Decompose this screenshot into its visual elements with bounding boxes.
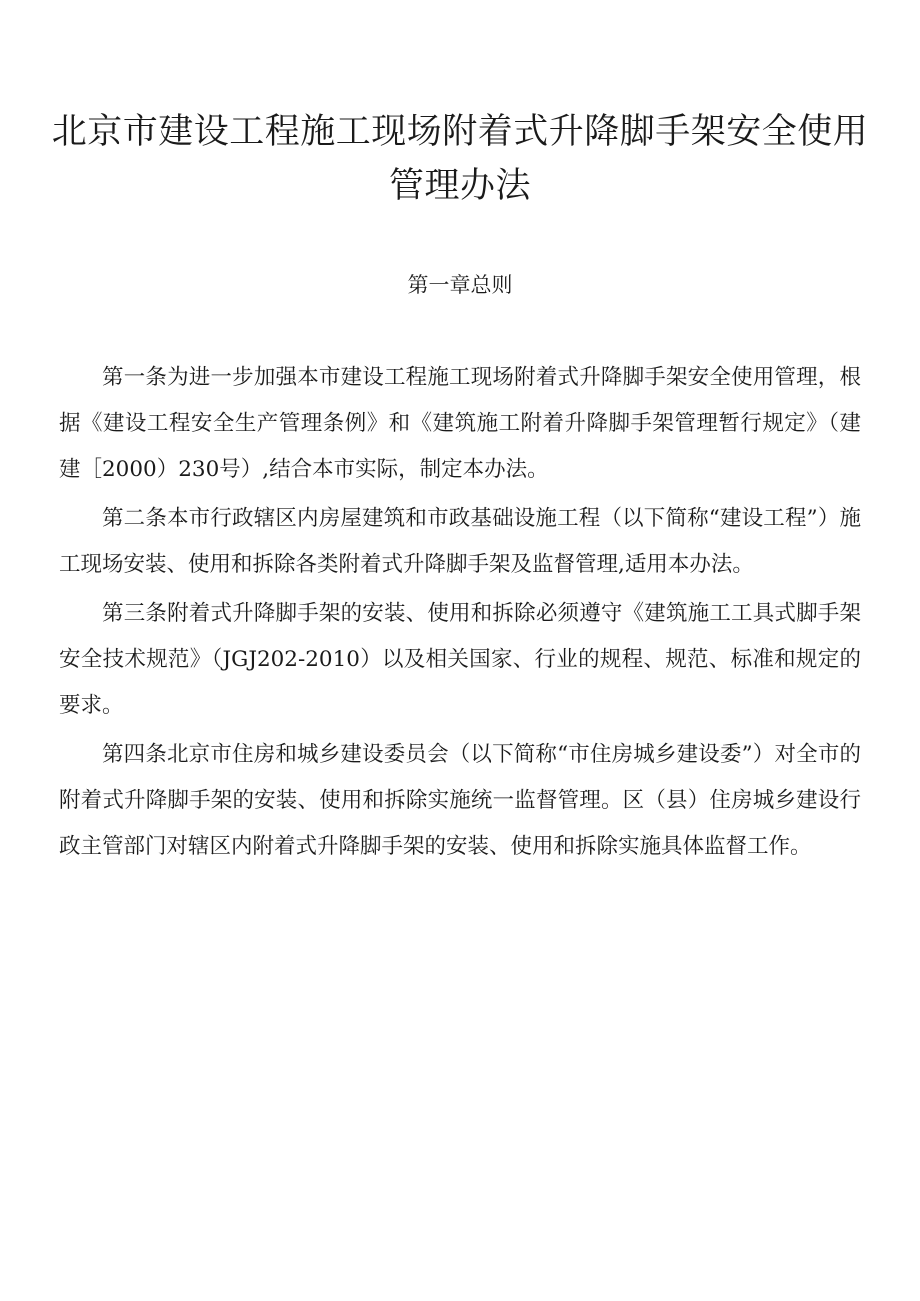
document-body: [59, 355, 861, 873]
article-4: 第四条北京市住房和城乡建设委员会（以下简称“市住房城乡建设委”）对全市的附着式升降脚手架的安装、使用和拆除实施统一监督管理。区（县）住房城乡建设行政主管部门对辖区内附着式升降脚手架的安装、使用和拆除实施具体监督工作。: [59, 742, 861, 859]
article-1: 第一条为进一步加强本市建设工程施工现场附着式升降脚手架安全使用管理，根据《建设工程安全生产管理条例》和《建筑施工附着升降脚手架管理暂行规定》（建建［2000）230号）,结合本市实际，制定本办法。: [59, 365, 861, 482]
article-2: 第二条本市行政辖区内房屋建筑和市政基础设施工程（以下简称“建设工程”）施工现场安装、使用和拆除各类附着式升降脚手架及监督管理,适用本办法。: [59, 506, 861, 577]
article-3: 第三条附着式升降脚手架的安装、使用和拆除必须遵守《建筑施工工具式脚手架安全技术规范》（JGJ202-2010）以及相关国家、行业的规程、规范、标准和规定的要求。: [59, 601, 861, 718]
document-title: 北京市建设工程施工现场附着式升降脚手架安全使用管理办法: [51, 112, 869, 206]
chapter-heading: 第一章总则: [407, 273, 513, 297]
